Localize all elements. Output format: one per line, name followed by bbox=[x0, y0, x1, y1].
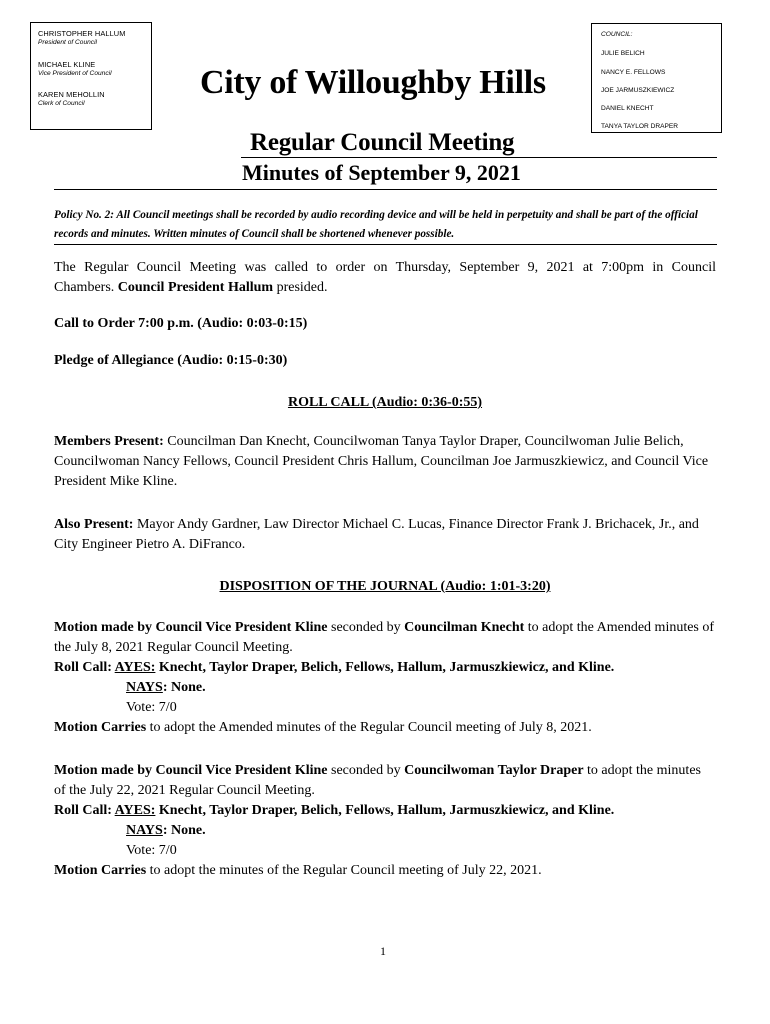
motion-result bbox=[54, 718, 716, 738]
roll-call-label: Roll Call: bbox=[54, 660, 115, 675]
officer-title: Clerk of Council bbox=[38, 100, 85, 107]
officers-box bbox=[30, 22, 152, 130]
roll-call-nays bbox=[54, 821, 716, 841]
policy-divider bbox=[54, 244, 717, 245]
also-present-label: Also Present: bbox=[54, 517, 134, 532]
ayes-list: Knecht, Taylor Draper, Belich, Fellows, Hallum, Jarmuszkiewicz, and Kline. bbox=[155, 803, 615, 818]
motion-text bbox=[54, 618, 716, 658]
motion-purpose: to adopt the Amended minutes of the July 8, 2021 Regular Council Meeting. bbox=[54, 620, 715, 655]
council-member: DANIEL KNECHT bbox=[601, 105, 654, 112]
motion-carries-text: to adopt the minutes of the Regular Council meeting of July 22, 2021. bbox=[146, 863, 542, 878]
motion-block bbox=[54, 761, 716, 881]
call-to-order: Call to Order 7:00 p.m. (Audio: 0:03-0:15) bbox=[54, 316, 308, 331]
nays-list: : None. bbox=[162, 680, 206, 695]
motion-carries-label: Motion Carries bbox=[54, 863, 147, 878]
city-title: City of Willoughby Hills bbox=[200, 64, 546, 101]
roll-call-ayes bbox=[54, 658, 716, 678]
pledge-of-allegiance: Pledge of Allegiance (Audio: 0:15-0:30) bbox=[54, 353, 288, 368]
motion-mover: Motion made by Council Vice President Kline bbox=[54, 763, 328, 778]
header-divider bbox=[54, 189, 717, 190]
motion-mover: Motion made by Council Vice President Kline bbox=[54, 620, 328, 635]
ayes-label: AYES: bbox=[114, 803, 156, 818]
minutes-title: Minutes of September 9, 2021 bbox=[242, 160, 521, 185]
council-member: JOE JARMUSZKIEWICZ bbox=[601, 87, 675, 94]
motion-result bbox=[54, 861, 716, 881]
officer-vice-president bbox=[38, 60, 151, 78]
motion-text-part: seconded by bbox=[327, 763, 405, 778]
nays-list: : None. bbox=[162, 823, 206, 838]
officer-name: MICHAEL KLINE bbox=[38, 60, 96, 69]
officer-title: President of Council bbox=[38, 39, 98, 46]
vote-count: Vote: 7/0 bbox=[126, 843, 177, 858]
motion-text bbox=[54, 761, 716, 801]
roll-call-nays bbox=[54, 678, 716, 698]
council-label: COUNCIL: bbox=[601, 31, 633, 38]
intro-text: Chambers. bbox=[54, 280, 118, 295]
officer-name: CHRISTOPHER HALLUM bbox=[38, 29, 126, 38]
intro-line bbox=[54, 278, 716, 298]
intro-text: presided. bbox=[273, 280, 328, 295]
nays-label: NAYS bbox=[126, 680, 163, 695]
council-member: JULIE BELICH bbox=[601, 50, 645, 57]
meeting-title: Regular Council Meeting bbox=[250, 129, 515, 156]
roll-call-label: Roll Call: bbox=[54, 803, 115, 818]
ayes-list: Knecht, Taylor Draper, Belich, Fellows, Hallum, Jarmuszkiewicz, and Kline. bbox=[155, 660, 615, 675]
journal-heading: DISPOSITION OF THE JOURNAL (Audio: 1:01-3:20) bbox=[219, 579, 551, 594]
roll-call-ayes bbox=[54, 801, 716, 821]
members-present-label: Members Present: bbox=[54, 434, 164, 449]
vote-count: Vote: 7/0 bbox=[126, 700, 177, 715]
officer-title: Vice President of Council bbox=[38, 70, 112, 77]
motion-purpose: to adopt the minutes of the July 22, 2021 Regular Council Meeting. bbox=[54, 763, 701, 798]
also-present-text: Mayor Andy Gardner, Law Director Michael C. Lucas, Finance Director Frank J. Brichacek, Jr., and City Engineer Pietro A. DiFranco. bbox=[54, 517, 699, 552]
policy-statement: Policy No. 2: All Council meetings shall be recorded by audio recording device and will be held in perpetuity and shall be part of the official records and minutes. Written minutes of Council shall be shortened whenever possible. bbox=[54, 209, 698, 240]
motion-carries-text: to adopt the Amended minutes of the Regular Council meeting of July 8, 2021. bbox=[146, 720, 592, 735]
nays-label: NAYS bbox=[126, 823, 163, 838]
council-box bbox=[591, 23, 722, 133]
intro-paragraph bbox=[54, 258, 716, 298]
presiding-officer: Council President Hallum bbox=[117, 280, 274, 295]
council-member: NANCY E. FELLOWS bbox=[601, 69, 666, 76]
title-divider bbox=[241, 157, 717, 158]
motion-text-part: seconded by bbox=[327, 620, 405, 635]
ayes-label: AYES: bbox=[114, 660, 156, 675]
officer-president bbox=[38, 29, 151, 47]
members-present-text: Councilman Dan Knecht, Councilwoman Tanya Taylor Draper, Councilwoman Julie Belich, Councilwoman Nancy Fellows, Council President Chris Hallum, Councilman Joe Jarmuszkiewicz, and Council Vice President Mike Kline. bbox=[54, 434, 709, 489]
members-present bbox=[54, 432, 716, 492]
roll-call-heading: ROLL CALL (Audio: 0:36-0:55) bbox=[287, 395, 483, 410]
council-member: TANYA TAYLOR DRAPER bbox=[601, 123, 679, 130]
motion-carries-label: Motion Carries bbox=[54, 720, 147, 735]
intro-line: The Regular Council Meeting was called to order on Thursday, September 9, 2021 at 7:00pm in Council bbox=[54, 260, 716, 275]
officer-clerk bbox=[38, 90, 151, 108]
motion-seconder: Councilwoman Taylor Draper bbox=[404, 763, 584, 778]
motion-seconder: Councilman Knecht bbox=[404, 620, 525, 635]
page-number: 1 bbox=[380, 944, 386, 958]
motion-block bbox=[54, 618, 716, 738]
also-present bbox=[54, 515, 716, 555]
officer-name: KAREN MEHOLLIN bbox=[38, 90, 105, 99]
